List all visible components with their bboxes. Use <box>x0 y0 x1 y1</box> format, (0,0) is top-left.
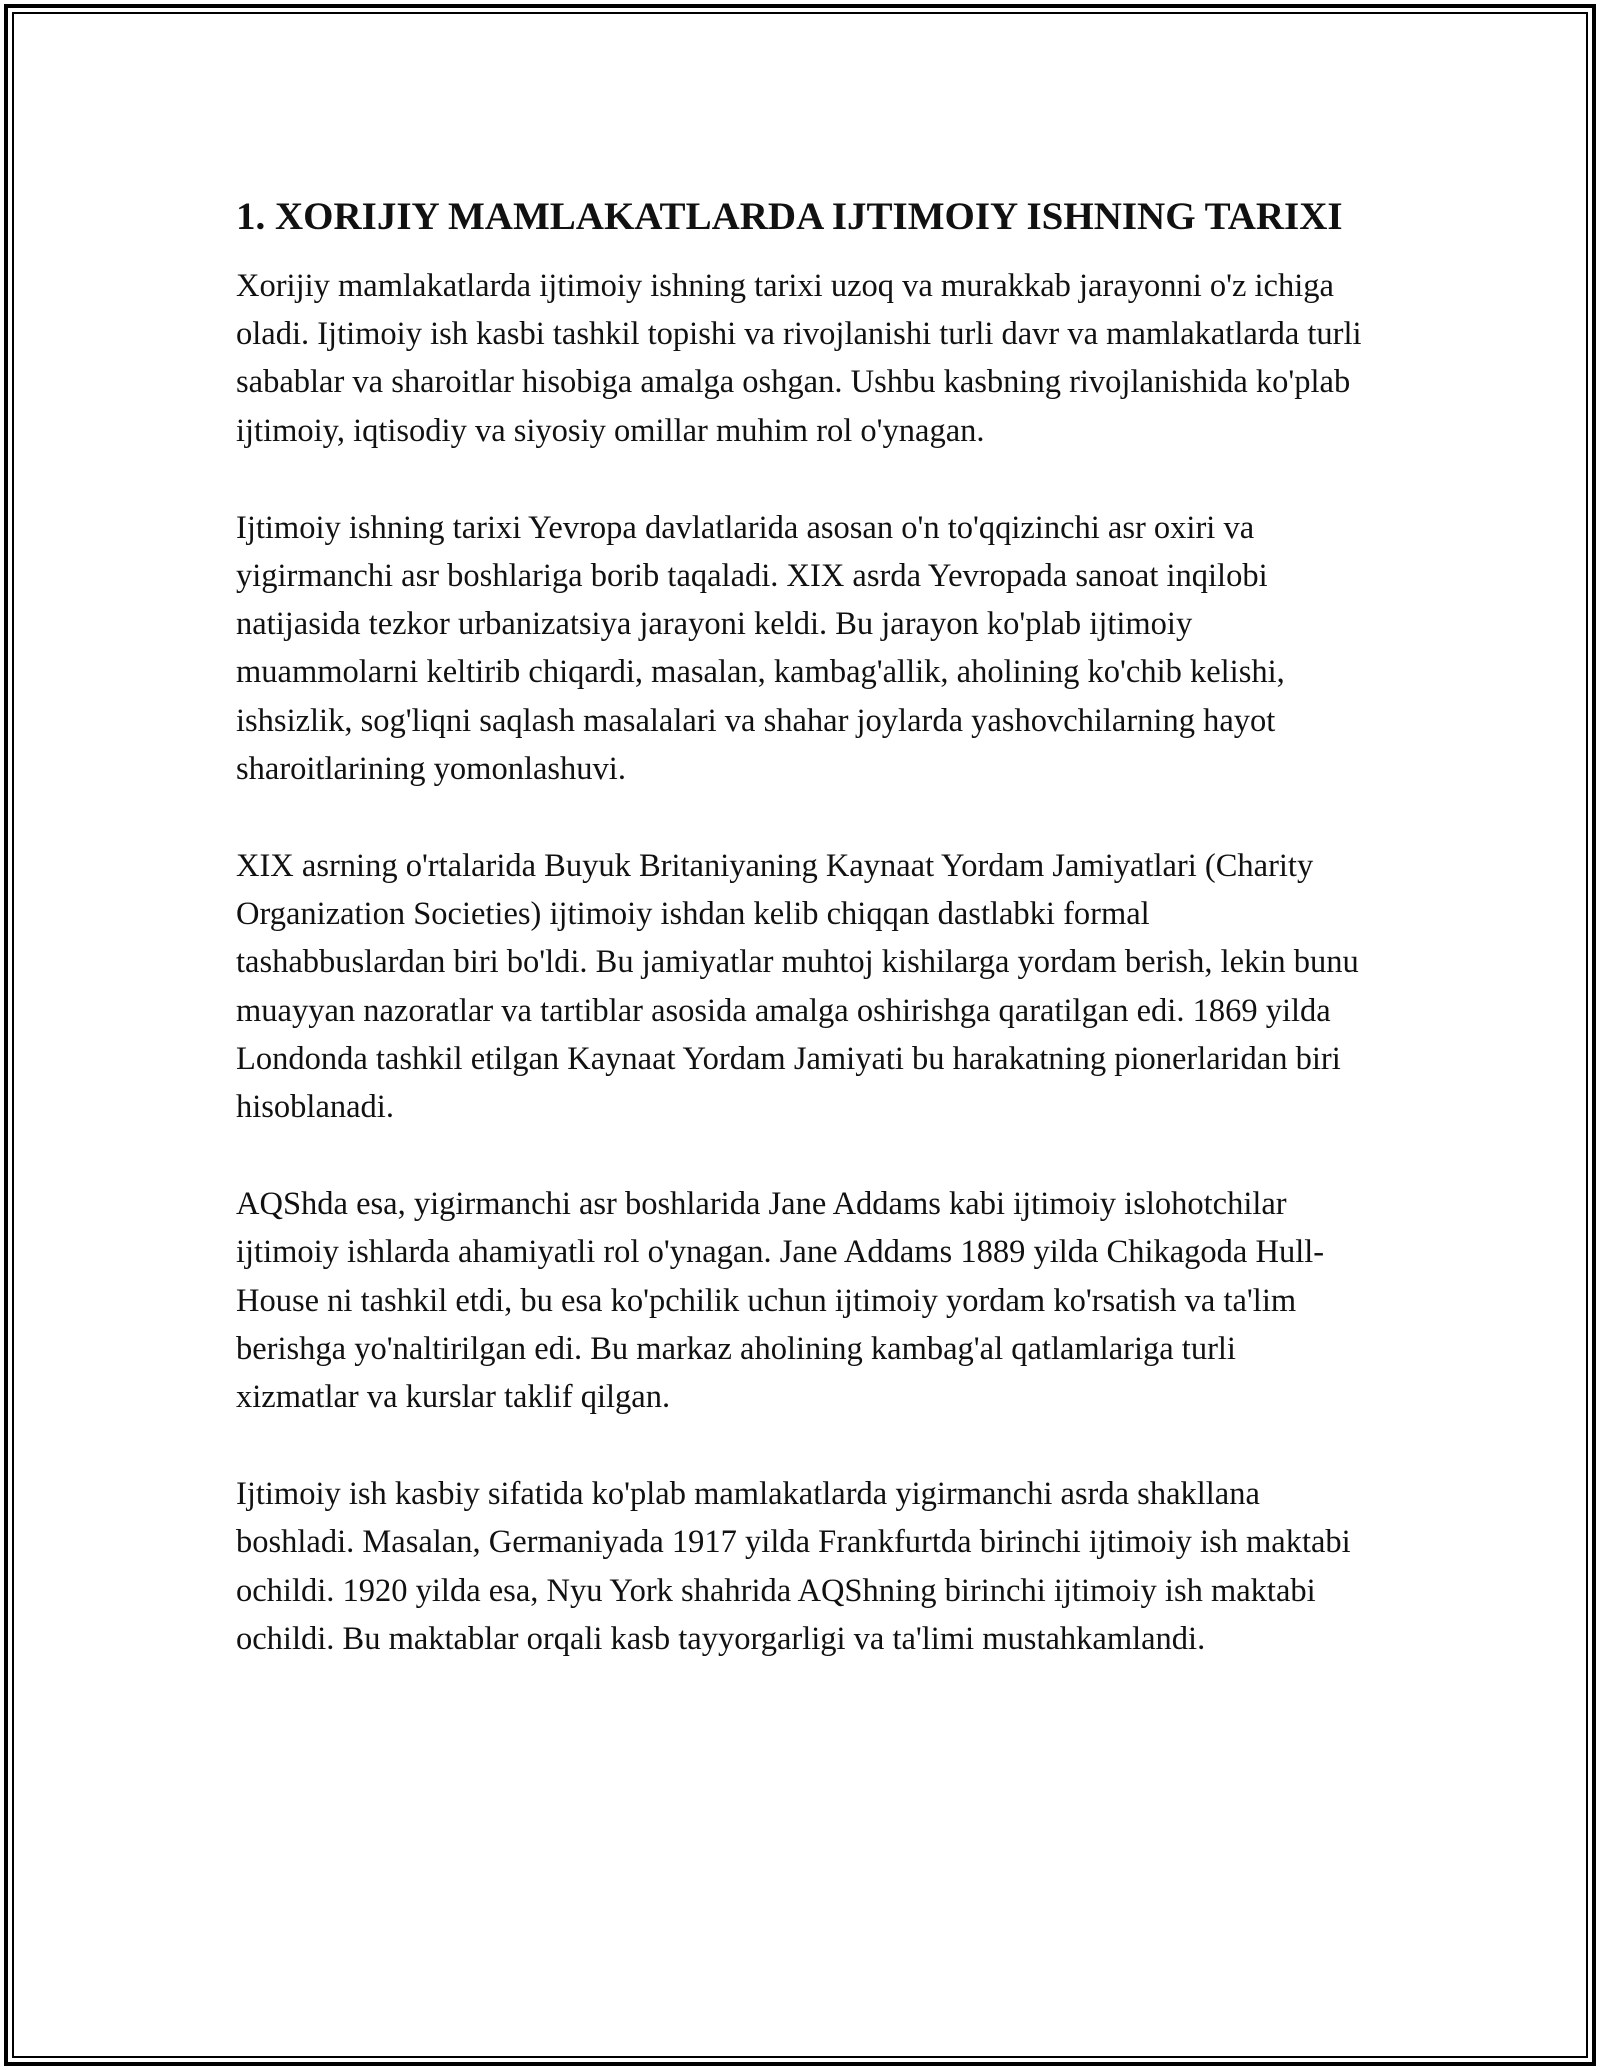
paragraph-4: AQShda esa, yigirmanchi asr boshlarida Jane Addams kabi ijtimoiy islohotchilar ijtimoiy ishlarda ahamiyatli rol o'ynagan. Jane Addams 1889 yilda Chikagoda Hull-House ni tashkil etdi, bu esa ko'pchilik uchun ijtimoiy yordam ko'rsatish va ta'lim berishga yo'naltirilgan edi. Bu markaz aholining kambag'al qatlamlariga turli xizmatlar va kurslar taklif qilgan. <box>236 1186 1325 1416</box>
paragraph-1: Xorijiy mamlakatlarda ijtimoiy ishning tarixi uzoq va murakkab jarayonni o'z ichiga oladi. Ijtimoiy ish kasbi tashkil topishi va rivojlanishi turli davr va mamlakatlarda turli sabablar va sharoitlar hisobiga amalga oshgan. Ushbu kasbning rivojlanishida ko'plab ijtimoiy, iqtisodiy va siyosiy omillar muhim rol o'ynagan. <box>236 268 1362 449</box>
paragraph-2: Ijtimoiy ishning tarixi Yevropa davlatlarida asosan o'n to'qqizinchi asr oxiri va yigirmanchi asr boshlariga borib taqaladi. XIX asrda Yevropada sanoat inqilobi natijasida tezkor urbanizatsiya jarayoni keldi. Bu jarayon ko'plab ijtimoiy muammolarni keltirib chiqardi, masalan, kambag'allik, aholining ko'chib kelishi, ishsizlik, sog'liqni saqlash masalalari va shahar joylarda yashovchilarning hayot sharoitlarining yomonlashuvi. <box>236 509 1285 787</box>
paragraph-5: Ijtimoiy ish kasbiy sifatida ko'plab mamlakatlarda yigirmanchi asrda shakllana boshladi. Masalan, Germaniyada 1917 yilda Frankfurtda birinchi ijtimoiy ish maktabi ochildi. 1920 yilda esa, Nyu York shahrida AQShning birinchi ijtimoiy ish maktabi ochildi. Bu maktablar orqali kasb tayyorgarligi va ta'limi mustahkamlandi. <box>236 1476 1351 1657</box>
paragraph-3: XIX asrning o'rtalarida Buyuk Britaniyaning Kaynaat Yordam Jamiyatlari (Charity Organization Societies) ijtimoiy ishdan kelib chiqqan dastlabki formal tashabbuslardan biri bo'ldi. Bu jamiyatlar muhtoj kishilarga yordam berish, lekin bunu muayyan nazoratlar va tartiblar asosida amalga oshirishga qaratilgan edi. 1869 yilda Londonda tashkil etilgan Kaynaat Yordam Jamiyati bu harakatning pionerlaridan biri hisoblanadi. <box>236 848 1359 1126</box>
document-title: 1. XORIJIY MAMLAKATLARDA IJTIMOIY ISHNING TARIXI <box>236 195 1343 238</box>
document-body <box>236 184 1366 1712</box>
